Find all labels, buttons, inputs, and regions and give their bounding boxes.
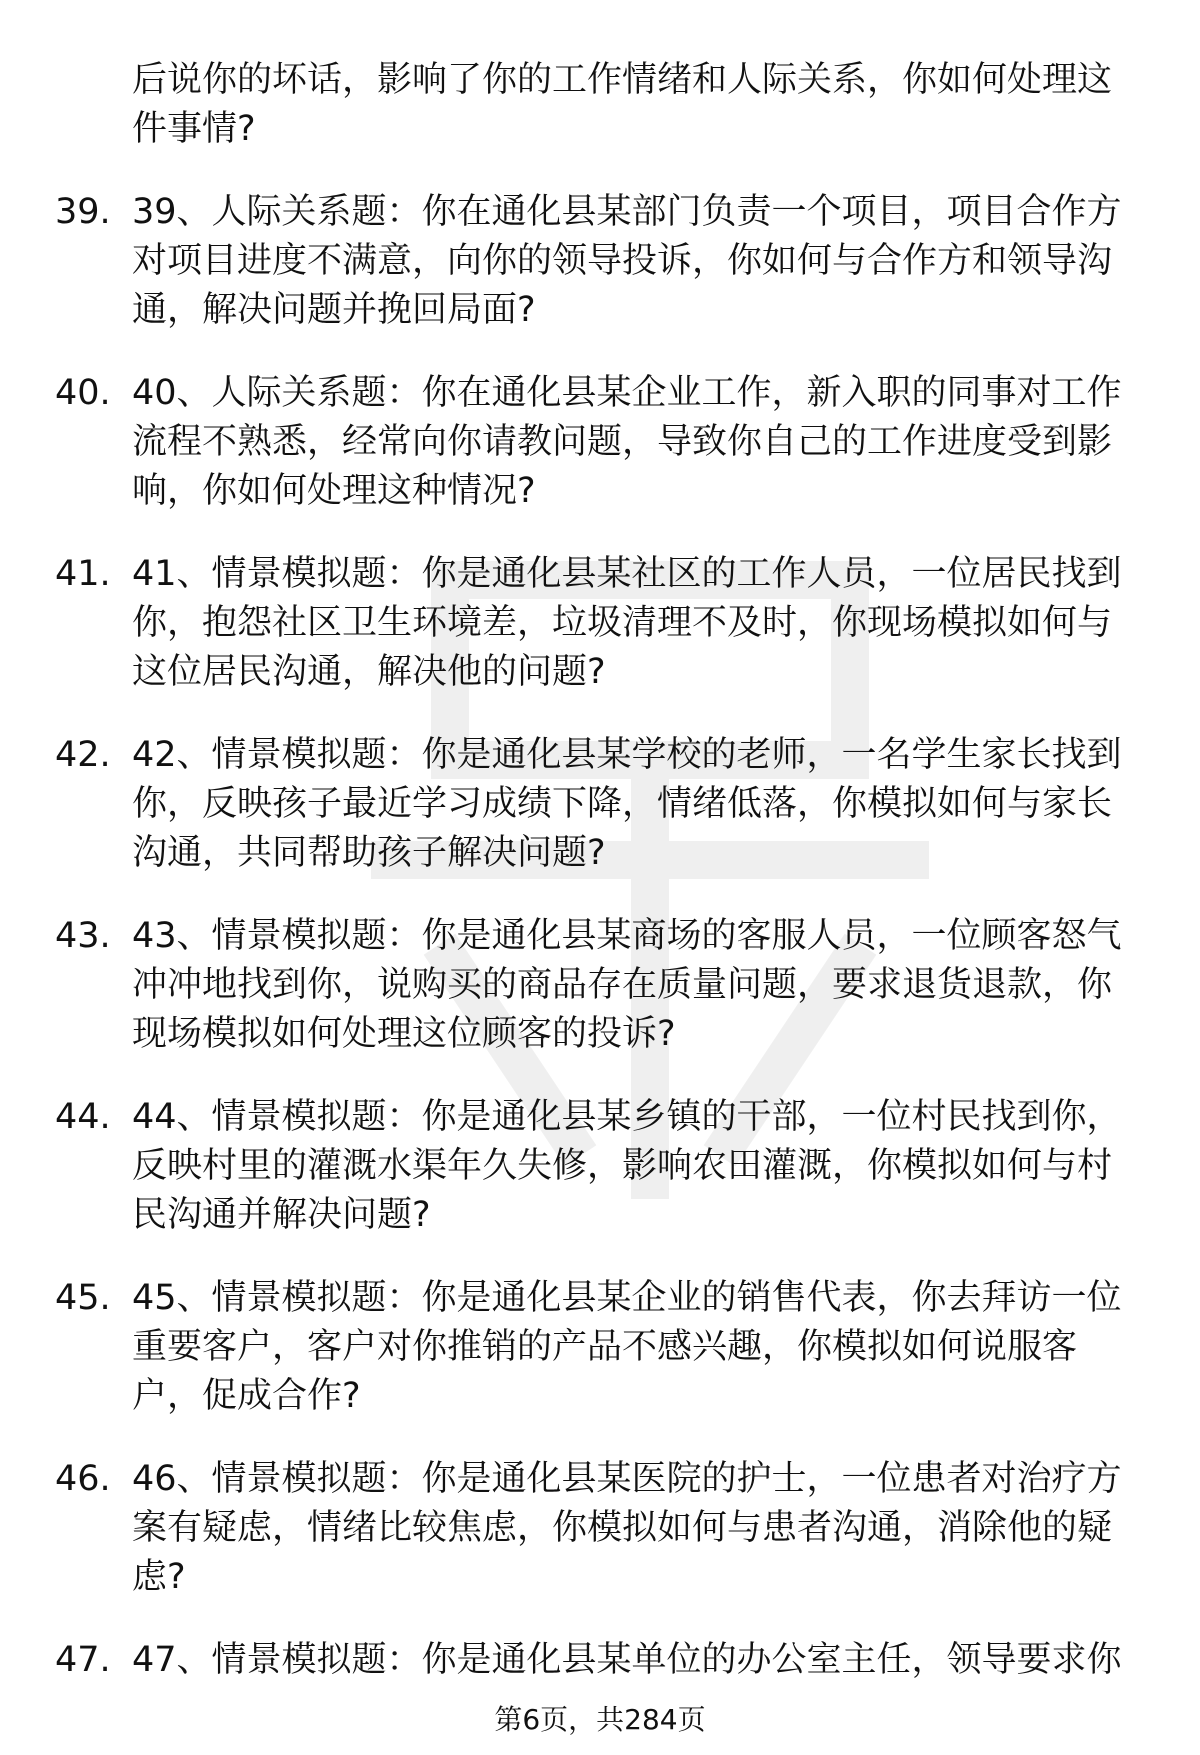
question-text: 46、情景模拟题：你是通化县某医院的护士，一位患者对治疗方案有疑虑，情绪比较焦虑，你模拟如何与患者沟通，消除他的疑虑? <box>132 1459 1122 1597</box>
question-text: 45、情景模拟题：你是通化县某企业的销售代表，你去拜访一位重要客户，客户对你推销的产品不感兴趣，你模拟如何说服客户，促成合作? <box>132 1278 1122 1416</box>
question-item <box>0 912 1200 1059</box>
continuation-paragraph: 后说你的坏话，影响了你的工作情绪和人际关系，你如何处理这件事情? <box>132 60 1113 149</box>
page-footer: 第6页，共284页 <box>494 1703 706 1736</box>
question-list <box>0 56 1200 1719</box>
question-number: 39. <box>55 192 111 232</box>
question-text: 43、情景模拟题：你是通化县某商场的客服人员，一位顾客怒气冲冲地找到你，说购买的商品存在质量问题，要求退货退款，你现场模拟如何处理这位顾客的投诉? <box>132 916 1122 1054</box>
question-number: 44. <box>55 1097 111 1137</box>
question-text: 40、人际关系题：你在通化县某企业工作，新入职的同事对工作流程不熟悉，经常向你请教问题，导致你自己的工作进度受到影响，你如何处理这种情况? <box>132 373 1122 511</box>
question-number: 45. <box>55 1278 111 1318</box>
question-number: 46. <box>55 1459 111 1499</box>
question-text: 44、情景模拟题：你是通化县某乡镇的干部，一位村民找到你，反映村里的灌溉水渠年久失修，影响农田灌溉，你模拟如何与村民沟通并解决问题? <box>132 1097 1122 1235</box>
question-item <box>0 1455 1200 1602</box>
question-number: 40. <box>55 373 111 413</box>
question-item <box>0 731 1200 878</box>
question-item <box>0 188 1200 335</box>
question-item <box>0 1636 1200 1685</box>
question-text: 47、情景模拟题：你是通化县某单位的办公室主任，领导要求你 <box>132 1640 1122 1680</box>
question-item <box>0 550 1200 697</box>
question-text: 39、人际关系题：你在通化县某部门负责一个项目，项目合作方对项目进度不满意，向你的领导投诉，你如何与合作方和领导沟通，解决问题并挽回局面? <box>132 192 1122 330</box>
question-text: 41、情景模拟题：你是通化县某社区的工作人员，一位居民找到你，抱怨社区卫生环境差，垃圾清理不及时，你现场模拟如何与这位居民沟通，解决他的问题? <box>132 554 1122 692</box>
question-text: 42、情景模拟题：你是通化县某学校的老师，一名学生家长找到你，反映孩子最近学习成绩下降，情绪低落，你模拟如何与家长沟通，共同帮助孩子解决问题? <box>132 735 1122 873</box>
question-item <box>0 1274 1200 1421</box>
question-item <box>0 369 1200 516</box>
question-number: 47. <box>55 1640 111 1680</box>
question-item <box>0 1093 1200 1240</box>
question-number: 43. <box>55 916 111 956</box>
question-number: 42. <box>55 735 111 775</box>
question-number: 41. <box>55 554 111 594</box>
